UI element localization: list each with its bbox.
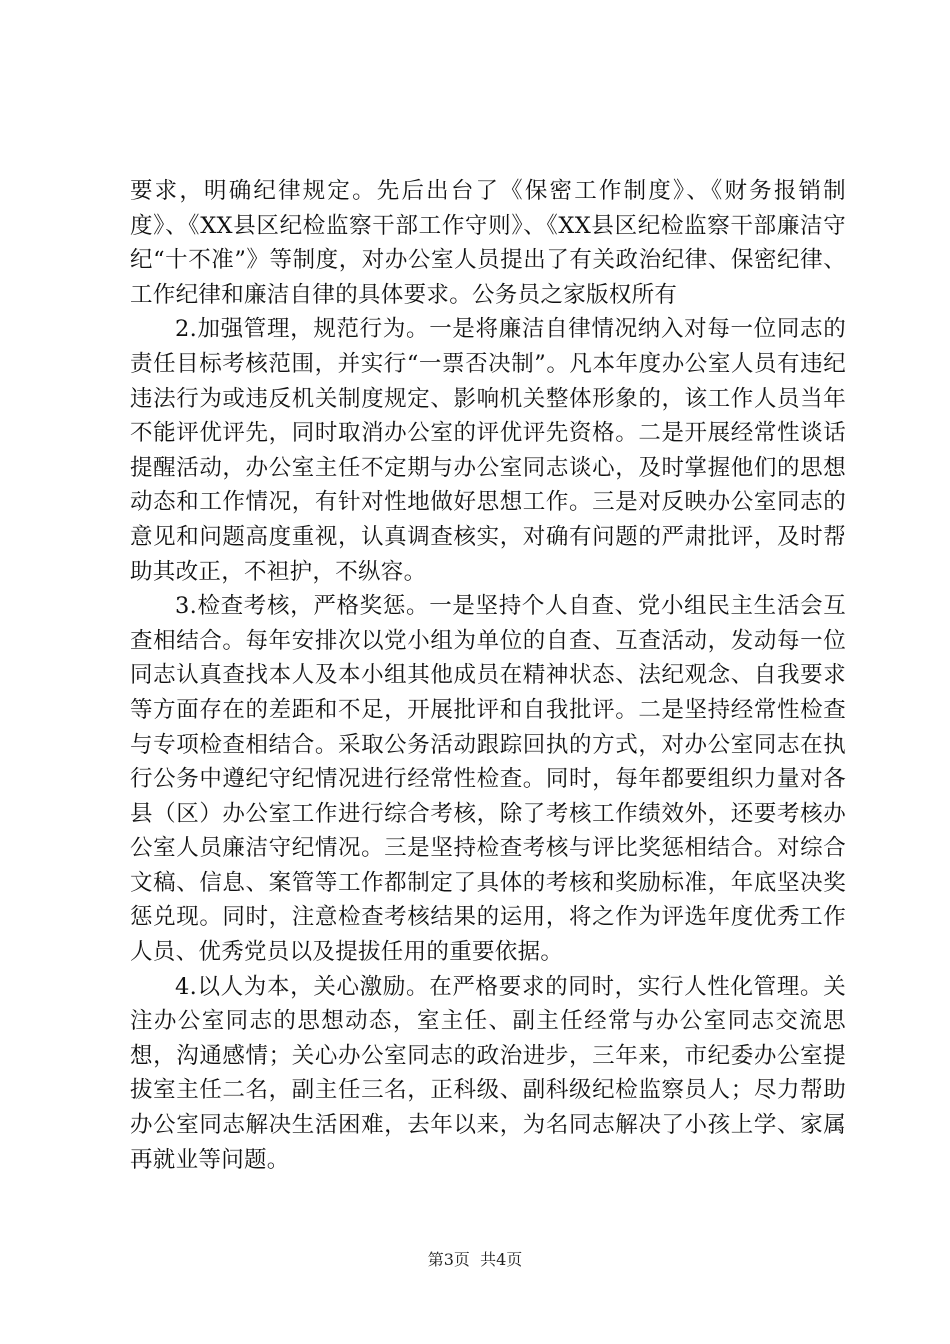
footer-spacer: [470, 1250, 480, 1269]
page-footer: [0, 1250, 950, 1270]
paragraph-continuation: 要求，明确纪律规定。先后出台了《保密工作制度》、《财务报销制度》、《XX县区纪检监察干部工作守则》、《XX县区纪检监察干部廉洁守纪“十不准”》等制度，对办公室人员提出了有关政治纪律、保密纪律、工作纪律和廉洁自律的具体要求。公务员之家版权所有: [130, 178, 846, 308]
paragraph-4: 4.以人为本，关心激励。在严格要求的同时，实行人性化管理。关注办公室同志的思想动态，室主任、副主任经常与办公室同志交流思想，沟通感情；关心办公室同志的政治进步，三年来，市纪委办公室提拔室主任二名，副主任三名，正科级、副科级纪检监察员人；尽力帮助办公室同志解决生活困难，去年以来，为名同志解决了小孩上学、家属再就业等问题。: [130, 973, 846, 1173]
page-number: 第3页: [427, 1250, 470, 1269]
page-total: 共4页: [480, 1250, 523, 1269]
document-body: [130, 174, 846, 1177]
paragraph-2: 2.加强管理，规范行为。一是将廉洁自律情况纳入对每一位同志的责任目标考核范围，并实行“一票否决制”。凡本年度办公室人员有违纪违法行为或违反机关制度规定、影响机关整体形象的，该工作人员当年不能评优评先，同时取消办公室的评优评先资格。二是开展经常性谈话提醒活动，办公室主任不定期与办公室同志谈心，及时掌握他们的思想动态和工作情况，有针对性地做好思想工作。三是对反映办公室同志的意见和问题高度重视，认真调查核实，对确有问题的严肃批评，及时帮助其改正，不袒护，不纵容。: [130, 316, 846, 585]
paragraph-3: 3.检查考核，严格奖惩。一是坚持个人自查、党小组民主生活会互查相结合。每年安排次以党小组为单位的自查、互查活动，发动每一位同志认真查找本人及本小组其他成员在精神状态、法纪观念、自我要求等方面存在的差距和不足，开展批评和自我批评。二是坚持经常性检查与专项检查相结合。采取公务活动跟踪回执的方式，对办公室同志在执行公务中遵纪守纪情况进行经常性检查。同时，每年都要组织力量对各县（区）办公室工作进行综合考核，除了考核工作绩效外，还要考核办公室人员廉洁守纪情况。三是坚持检查考核与评比奖惩相结合。对综合文稿、信息、案管等工作都制定了具体的考核和奖励标准，年底坚决奖惩兑现。同时，注意检查考核结果的运用，将之作为评选年度优秀工作人员、优秀党员以及提拔任用的重要依据。: [130, 593, 846, 966]
